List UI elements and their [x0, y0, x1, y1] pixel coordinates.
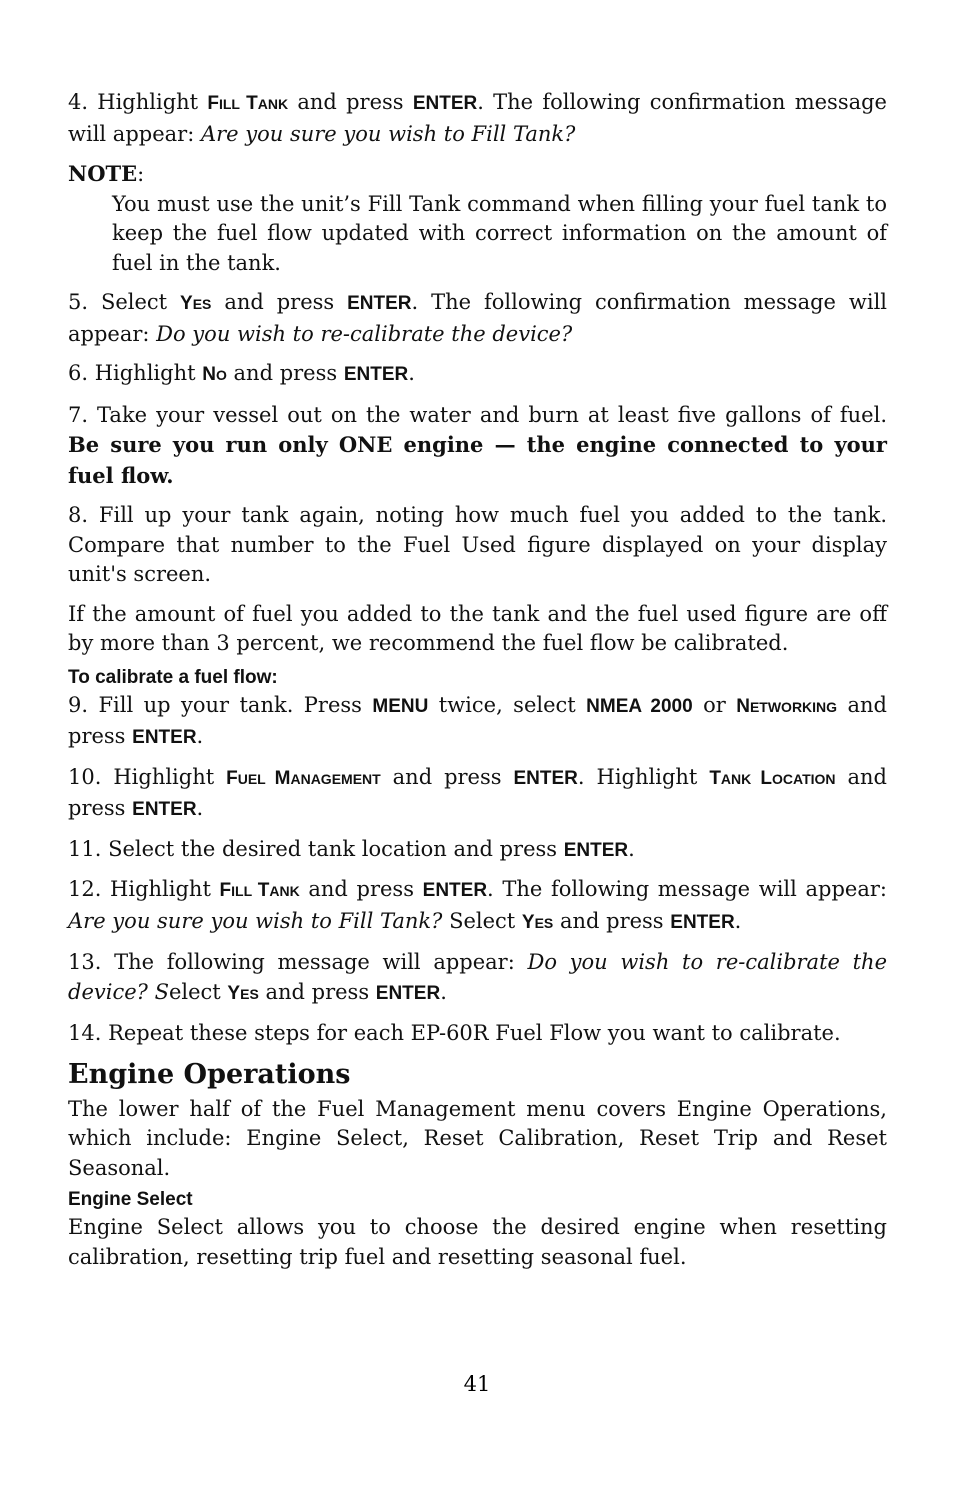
enter-key: ENTER: [670, 911, 735, 933]
menu-key: MENU: [372, 695, 429, 717]
calibrate-heading: To calibrate a fuel flow:: [68, 666, 278, 688]
confirmation-message: Do you wish to re-calibrate the device?: [156, 321, 573, 346]
fill-tank-menu-item: FILL TANK: [219, 880, 300, 901]
enter-key: ENTER: [132, 727, 197, 748]
manual-page: [68, 88, 887, 1282]
enter-key: ENTER: [375, 982, 441, 1004]
step-11: 11. Select the desired tank location and press ENTER.: [68, 836, 635, 861]
enter-key: ENTER: [343, 364, 409, 385]
step-8: 8. Fill up your tank again, noting how much fuel you added to the tank. Compare that number to the Fuel Used figure displayed on your display unit's screen.: [68, 503, 887, 586]
step-5: 5. Select YES and press ENTER. The following confirmation message will appear: Do you wish to re-calibrate the device?: [68, 290, 888, 346]
step-13: 13. The following message will appear: Do you wish to re-calibrate the device? Select YES and press ENTER.: [68, 950, 888, 1004]
step-12: 12. Highlight FILL TANK and press ENTER. The following message will appear: Are you sure you wish to Fill Tank? Select YES and press ENTER.: [68, 877, 887, 933]
calibrate-advice: If the amount of fuel you added to the tank and the fuel used figure are off by more than 3 percent, we recommend the fuel flow be calibrated.: [68, 601, 887, 655]
enter-key: ENTER: [563, 839, 629, 861]
confirmation-message: Do you wish to re-calibrate the device? S: [68, 950, 888, 1004]
enter-key: ENTER: [412, 93, 478, 114]
enter-key: ENTER: [132, 799, 197, 820]
enter-key: ENTER: [347, 293, 412, 314]
warning-text: Be sure you run only ONE engine — the engine connected to your fuel flow.: [68, 432, 887, 488]
yes-option: YES: [521, 911, 554, 933]
tank-location-menu-item: TANK LOCATION: [709, 767, 836, 789]
engine-select-body: Engine Select allows you to choose the desired engine when resetting calibration, resetting trip fuel and resetting seasonal fuel.: [68, 1215, 887, 1269]
note-body: You must use the unit’s Fill Tank command when filling your fuel tank to keep the fuel flow updated with correct information on the amount of fuel in the tank.: [112, 191, 887, 275]
step-4: 4. Highlight FILL TANK and press ENTER. The following confirmation message will appear: Are you sure you wish to Fill Tank?: [68, 90, 887, 146]
fuel-management-menu-item: FUEL MANAGEMENT: [226, 767, 381, 789]
step-7: 7. Take your vessel out on the water and burn at least five gallons of fuel. Be sure you run only ONE engine — the engine connected to your fuel flow.: [68, 402, 887, 488]
nmea-2000-option: NMEA 2000: [586, 695, 693, 717]
networking-option: NETWORKING: [736, 695, 838, 717]
yes-option: YES: [180, 293, 212, 314]
yes-option: YES: [227, 982, 259, 1004]
step-9: 9. Fill up your tank. Press MENU twice, select NMEA 2000 or NETWORKING and press ENTER.: [68, 692, 887, 748]
step-14: 14. Repeat these steps for each EP-60R Fuel Flow you want to calibrate.: [68, 1021, 841, 1045]
enter-key: ENTER: [422, 880, 488, 901]
confirmation-message: Are you sure you wish to Fill Tank?: [68, 908, 443, 933]
step-10: 10. Highlight FUEL MANAGEMENT and press ENTER. Highlight TANK LOCATION and press ENTER.: [68, 764, 887, 820]
step-6: 6. Highlight NO and press ENTER.: [68, 361, 415, 385]
section-heading-engine-operations: Engine Operations: [68, 1058, 351, 1090]
page-number: 41: [463, 1372, 491, 1396]
confirmation-message: Are you sure you wish to Fill Tank?: [200, 121, 576, 146]
note-label: NOTE:: [68, 161, 145, 186]
fill-tank-menu-item: FILL TANK: [207, 93, 289, 114]
enter-key: ENTER: [513, 767, 578, 789]
no-option: NO: [202, 364, 227, 385]
engine-operations-body: The lower half of the Fuel Management menu covers Engine Operations, which include: Engine Select, Reset Calibration, Reset Trip and Reset Seasonal.: [68, 1096, 887, 1180]
subheading-engine-select: Engine Select: [68, 1189, 193, 1210]
